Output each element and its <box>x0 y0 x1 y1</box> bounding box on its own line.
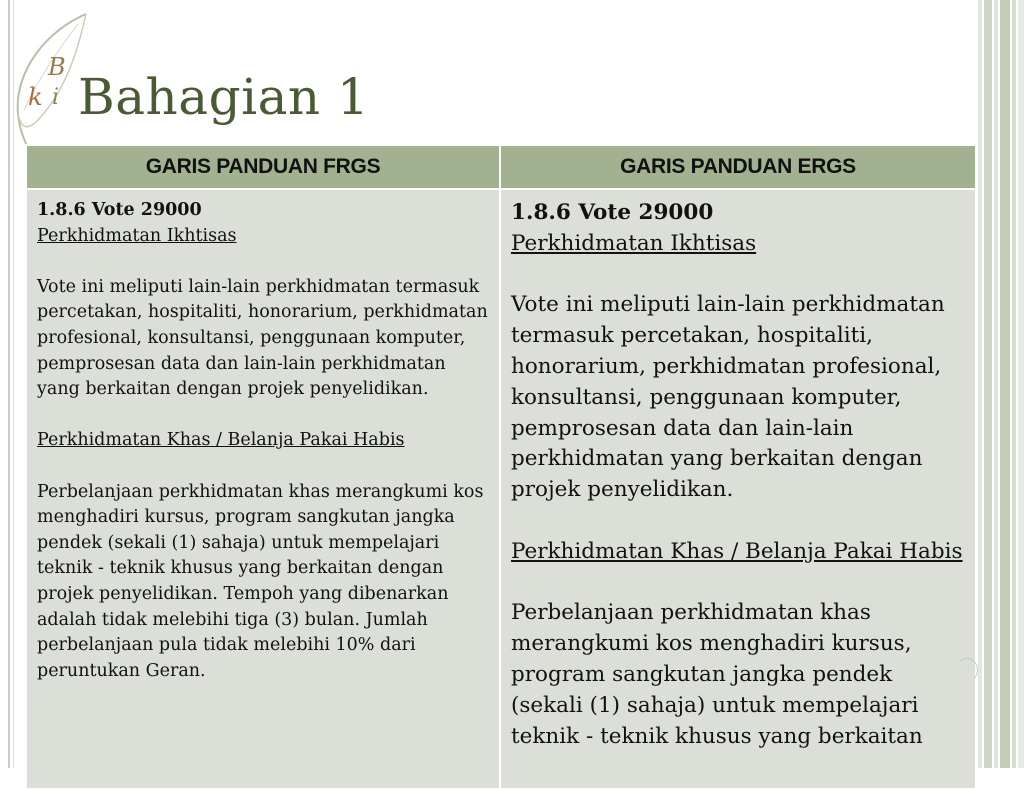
slide-title: Bahagian 1 <box>78 68 370 126</box>
frgs-paragraph-2: Perbelanjaan perkhidmatan khas merangkumi kos menghadiri kursus, program sangkutan jangka pendek (sekali (1) sahaja) untuk mempelajari teknik - teknik khusus yang berkaitan dengan projek penyelidikan. Tempoh yang dibenarkan adalah tidak melebihi tiga (3) bulan. Jumlah perbelanjaan pula tidak melebihi 10% dari peruntukan Geran. <box>37 481 484 681</box>
frgs-cell <box>26 189 500 789</box>
frgs-vote-heading: 1.8.6 Vote 29000 <box>37 200 202 220</box>
ergs-subheading-ikhtisas: Perkhidmatan Ikhtisas <box>511 230 757 256</box>
svg-text:k: k <box>28 83 43 111</box>
header-ergs: GARIS PANDUAN ERGS <box>500 145 976 189</box>
ergs-vote-heading: 1.8.6 Vote 29000 <box>511 200 714 225</box>
ergs-paragraph-2: Perbelanjaan perkhidmatan khas merangkumi kos menghadiri kursus, program sangkutan jangka pendek (sekali (1) sahaja) untuk mempelajari teknik - teknik khusus yang berkaitan <box>511 600 923 749</box>
frgs-subheading-ikhtisas: Perkhidmatan Ikhtisas <box>37 225 237 246</box>
frgs-subheading-khas: Perkhidmatan Khas / Belanja Pakai Habis <box>37 430 405 451</box>
svg-text:B: B <box>48 53 66 81</box>
comparison-table <box>25 144 977 790</box>
decorative-circle-icon <box>956 658 978 682</box>
ergs-cell <box>500 189 976 789</box>
header-frgs: GARIS PANDUAN FRGS <box>26 145 500 189</box>
frgs-paragraph-1: Vote ini meliputi lain-lain perkhidmatan termasuk percetakan, hospitaliti, honorarium, perkhidmatan profesional, konsultansi, penggunaan komputer, pemprosesan data dan lain-lain perkhidmatan yang berkaitan dengan projek penyelidikan. <box>37 276 488 400</box>
right-decorative-stripes <box>978 0 1024 768</box>
ergs-paragraph-1: Vote ini meliputi lain-lain perkhidmatan termasuk percetakan, hospitaliti, honorarium, perkhidmatan profesional, konsultansi, penggunaan komputer, pemprosesan data dan lain-lain perkhidmatan yang berkaitan dengan projek penyelidikan. <box>511 292 945 503</box>
ergs-subheading-khas: Perkhidmatan Khas / Belanja Pakai Habis <box>511 538 963 564</box>
svg-text:i: i <box>52 85 60 110</box>
